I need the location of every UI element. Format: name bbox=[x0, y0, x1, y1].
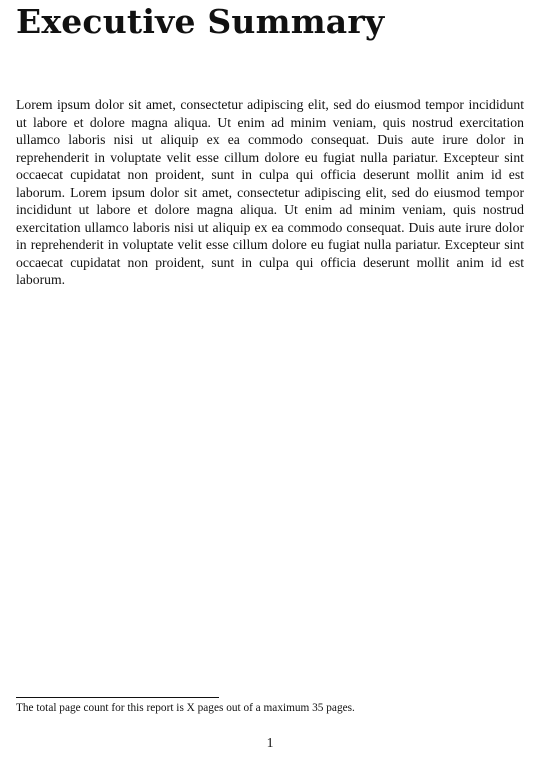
page-number: 1 bbox=[266, 735, 274, 750]
footnote-divider bbox=[16, 697, 219, 698]
footnote-text: The total page count for this report is X pages out of a maximum 35 pages. bbox=[16, 702, 355, 714]
page-title: Executive Summary bbox=[16, 2, 385, 41]
summary-paragraph: Lorem ipsum dolor sit amet, consectetur adipiscing elit, sed do eiusmod tempor incididunt ut labore et dolore magna aliqua. Ut enim ad minim veniam, quis nostrud exercitation ullamco laboris nisi ut aliquip ex ea commodo consequat. Duis aute irure dolor in reprehenderit in voluptate velit esse cillum dolore eu fugiat nulla pariatur. Excepteur sint occaecat cupidatat non proident, sunt in culpa qui officia deserunt mollit anim id est laborum. Lorem ipsum dolor sit amet, consectetur adipiscing elit, sed do eiusmod tempor incididunt ut labore et dolore magna aliqua. Ut enim ad minim veniam, quis nostrud exercitation ullamco laboris nisi ut aliquip ex ea commodo consequat. Duis aute irure dolor in reprehenderit in voluptate velit esse cillum dolore eu fugiat nulla pariatur. Excepteur sint occaecat cupidatat non proident, sunt in culpa qui officia deserunt mollit anim id est laborum. bbox=[16, 97, 524, 287]
